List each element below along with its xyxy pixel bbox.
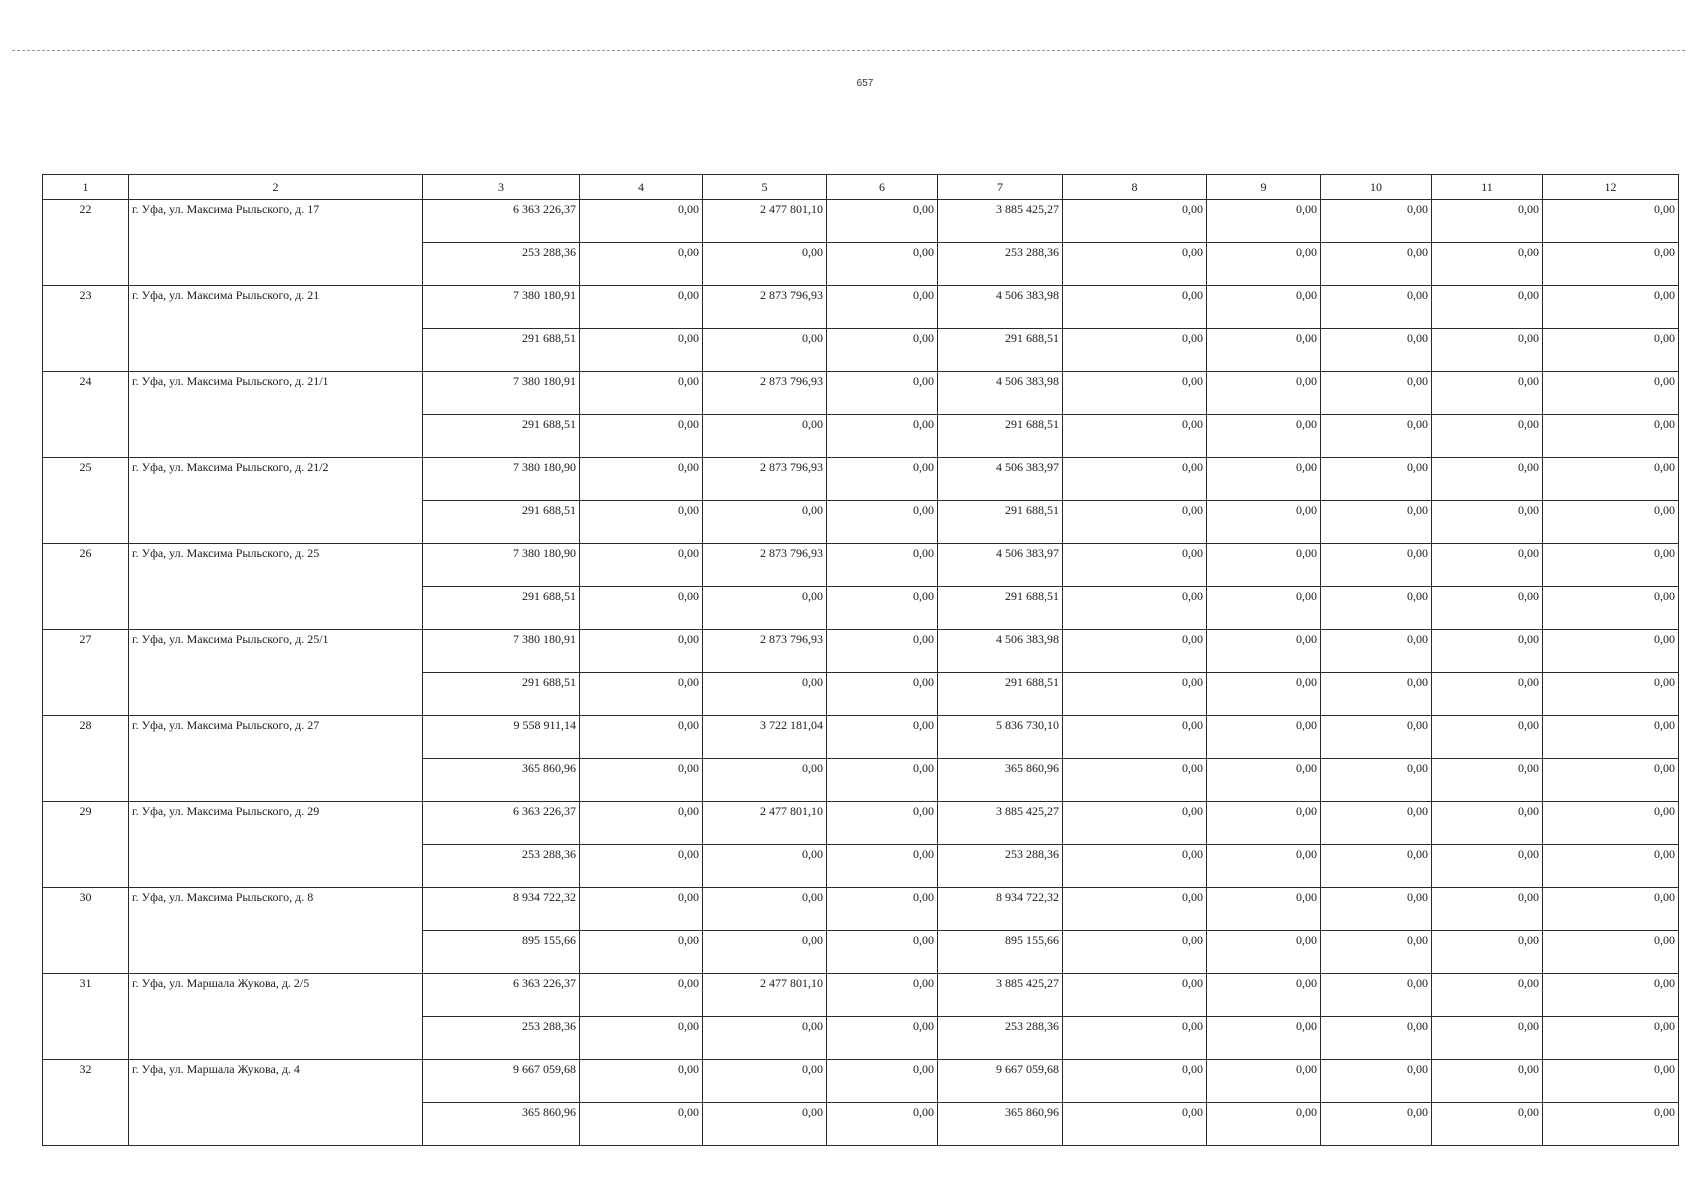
amount-cell-col-6: 0,00 <box>827 286 938 329</box>
column-number-5: 5 <box>703 175 827 200</box>
amount-cell-col-12: 0,00 <box>1543 372 1679 415</box>
amount-cell-col-11: 0,00 <box>1432 888 1543 931</box>
amount-cell-col-3: 365 860,96 <box>423 759 580 802</box>
amount-cell-col-5: 0,00 <box>703 888 827 931</box>
amount-cell-col-12: 0,00 <box>1543 974 1679 1017</box>
row-index-cell: 30 <box>43 888 129 974</box>
amount-cell-col-9: 0,00 <box>1207 1017 1321 1060</box>
column-number-11: 11 <box>1432 175 1543 200</box>
amount-cell-col-8: 0,00 <box>1063 1060 1207 1103</box>
amount-cell-col-10: 0,00 <box>1321 544 1432 587</box>
amount-cell-col-7: 291 688,51 <box>938 329 1063 372</box>
amount-cell-col-7: 8 934 722,32 <box>938 888 1063 931</box>
amount-cell-col-5: 0,00 <box>703 1103 827 1146</box>
amount-cell-col-7: 365 860,96 <box>938 1103 1063 1146</box>
row-index-cell: 29 <box>43 802 129 888</box>
amount-cell-col-7: 253 288,36 <box>938 845 1063 888</box>
table-row <box>43 458 1679 501</box>
amount-cell-col-3: 7 380 180,91 <box>423 630 580 673</box>
table-row <box>43 802 1679 845</box>
amount-cell-col-8: 0,00 <box>1063 243 1207 286</box>
amount-cell-col-9: 0,00 <box>1207 802 1321 845</box>
amount-cell-col-3: 291 688,51 <box>423 587 580 630</box>
amount-cell-col-10: 0,00 <box>1321 716 1432 759</box>
table-row <box>43 974 1679 1017</box>
amount-cell-col-6: 0,00 <box>827 802 938 845</box>
amount-cell-col-10: 0,00 <box>1321 630 1432 673</box>
amount-cell-col-11: 0,00 <box>1432 415 1543 458</box>
amount-cell-col-10: 0,00 <box>1321 415 1432 458</box>
amount-cell-col-8: 0,00 <box>1063 716 1207 759</box>
amount-cell-col-4: 0,00 <box>580 1017 703 1060</box>
amount-cell-col-4: 0,00 <box>580 544 703 587</box>
address-cell: г. Уфа, ул. Максима Рыльского, д. 25/1 <box>129 630 423 716</box>
amount-cell-col-7: 5 836 730,10 <box>938 716 1063 759</box>
address-cell: г. Уфа, ул. Максима Рыльского, д. 21/1 <box>129 372 423 458</box>
amount-cell-col-5: 0,00 <box>703 501 827 544</box>
amount-cell-col-9: 0,00 <box>1207 888 1321 931</box>
column-number-row <box>43 175 1679 200</box>
amount-cell-col-4: 0,00 <box>580 200 703 243</box>
amount-cell-col-12: 0,00 <box>1543 716 1679 759</box>
amount-cell-col-7: 4 506 383,98 <box>938 286 1063 329</box>
amount-cell-col-5: 2 873 796,93 <box>703 544 827 587</box>
amount-cell-col-10: 0,00 <box>1321 802 1432 845</box>
amount-cell-col-5: 0,00 <box>703 673 827 716</box>
amount-cell-col-12: 0,00 <box>1543 415 1679 458</box>
amount-cell-col-7: 3 885 425,27 <box>938 200 1063 243</box>
amount-cell-col-9: 0,00 <box>1207 587 1321 630</box>
amount-cell-col-4: 0,00 <box>580 630 703 673</box>
amount-cell-col-7: 895 155,66 <box>938 931 1063 974</box>
amount-cell-col-3: 7 380 180,90 <box>423 544 580 587</box>
amount-cell-col-7: 291 688,51 <box>938 415 1063 458</box>
amount-cell-col-9: 0,00 <box>1207 630 1321 673</box>
amount-cell-col-11: 0,00 <box>1432 329 1543 372</box>
amount-cell-col-6: 0,00 <box>827 329 938 372</box>
row-index-cell: 31 <box>43 974 129 1060</box>
amount-cell-col-9: 0,00 <box>1207 544 1321 587</box>
amount-cell-col-9: 0,00 <box>1207 759 1321 802</box>
amount-cell-col-7: 4 506 383,97 <box>938 458 1063 501</box>
amount-cell-col-5: 2 477 801,10 <box>703 802 827 845</box>
amount-cell-col-10: 0,00 <box>1321 286 1432 329</box>
amount-cell-col-6: 0,00 <box>827 458 938 501</box>
column-number-8: 8 <box>1063 175 1207 200</box>
row-index-cell: 27 <box>43 630 129 716</box>
amount-cell-col-10: 0,00 <box>1321 974 1432 1017</box>
amount-cell-col-4: 0,00 <box>580 501 703 544</box>
amount-cell-col-10: 0,00 <box>1321 1017 1432 1060</box>
amount-cell-col-9: 0,00 <box>1207 243 1321 286</box>
amount-cell-col-3: 6 363 226,37 <box>423 802 580 845</box>
row-index-cell: 28 <box>43 716 129 802</box>
amount-cell-col-5: 0,00 <box>703 329 827 372</box>
amount-cell-col-6: 0,00 <box>827 716 938 759</box>
amount-cell-col-11: 0,00 <box>1432 587 1543 630</box>
amount-cell-col-9: 0,00 <box>1207 1060 1321 1103</box>
column-number-4: 4 <box>580 175 703 200</box>
amount-cell-col-6: 0,00 <box>827 759 938 802</box>
amount-cell-col-11: 0,00 <box>1432 974 1543 1017</box>
amount-cell-col-4: 0,00 <box>580 587 703 630</box>
row-index-cell: 22 <box>43 200 129 286</box>
amount-cell-col-3: 253 288,36 <box>423 243 580 286</box>
amount-cell-col-5: 0,00 <box>703 1060 827 1103</box>
amount-cell-col-11: 0,00 <box>1432 931 1543 974</box>
registry-body <box>43 175 1679 1146</box>
address-cell: г. Уфа, ул. Максима Рыльского, д. 25 <box>129 544 423 630</box>
amount-cell-col-3: 365 860,96 <box>423 1103 580 1146</box>
amount-cell-col-7: 4 506 383,98 <box>938 372 1063 415</box>
amount-cell-col-6: 0,00 <box>827 243 938 286</box>
amount-cell-col-5: 0,00 <box>703 931 827 974</box>
amount-cell-col-11: 0,00 <box>1432 630 1543 673</box>
amount-cell-col-6: 0,00 <box>827 673 938 716</box>
amount-cell-col-4: 0,00 <box>580 1103 703 1146</box>
column-number-10: 10 <box>1321 175 1432 200</box>
amount-cell-col-7: 253 288,36 <box>938 243 1063 286</box>
amount-cell-col-4: 0,00 <box>580 329 703 372</box>
amount-cell-col-5: 2 873 796,93 <box>703 286 827 329</box>
amount-cell-col-7: 4 506 383,97 <box>938 544 1063 587</box>
amount-cell-col-8: 0,00 <box>1063 372 1207 415</box>
amount-cell-col-9: 0,00 <box>1207 372 1321 415</box>
table-row <box>43 716 1679 759</box>
amount-cell-col-10: 0,00 <box>1321 329 1432 372</box>
address-cell: г. Уфа, ул. Максима Рыльского, д. 27 <box>129 716 423 802</box>
amount-cell-col-7: 3 885 425,27 <box>938 974 1063 1017</box>
amount-cell-col-9: 0,00 <box>1207 716 1321 759</box>
amount-cell-col-7: 3 885 425,27 <box>938 802 1063 845</box>
amount-cell-col-12: 0,00 <box>1543 1103 1679 1146</box>
amount-cell-col-6: 0,00 <box>827 974 938 1017</box>
amount-cell-col-8: 0,00 <box>1063 458 1207 501</box>
amount-cell-col-4: 0,00 <box>580 286 703 329</box>
amount-cell-col-9: 0,00 <box>1207 286 1321 329</box>
amount-cell-col-7: 4 506 383,98 <box>938 630 1063 673</box>
amount-cell-col-5: 0,00 <box>703 759 827 802</box>
amount-cell-col-12: 0,00 <box>1543 802 1679 845</box>
amount-cell-col-7: 291 688,51 <box>938 501 1063 544</box>
amount-cell-col-4: 0,00 <box>580 845 703 888</box>
amount-cell-col-12: 0,00 <box>1543 200 1679 243</box>
amount-cell-col-6: 0,00 <box>827 544 938 587</box>
amount-cell-col-3: 6 363 226,37 <box>423 974 580 1017</box>
amount-cell-col-3: 9 667 059,68 <box>423 1060 580 1103</box>
amount-cell-col-10: 0,00 <box>1321 501 1432 544</box>
row-index-cell: 32 <box>43 1060 129 1146</box>
amount-cell-col-5: 0,00 <box>703 415 827 458</box>
amount-cell-col-3: 291 688,51 <box>423 329 580 372</box>
amount-cell-col-4: 0,00 <box>580 673 703 716</box>
amount-cell-col-9: 0,00 <box>1207 974 1321 1017</box>
registry-table <box>42 174 1679 1146</box>
amount-cell-col-8: 0,00 <box>1063 1103 1207 1146</box>
amount-cell-col-9: 0,00 <box>1207 501 1321 544</box>
row-index-cell: 23 <box>43 286 129 372</box>
amount-cell-col-10: 0,00 <box>1321 243 1432 286</box>
amount-cell-col-3: 8 934 722,32 <box>423 888 580 931</box>
amount-cell-col-11: 0,00 <box>1432 716 1543 759</box>
address-cell: г. Уфа, ул. Маршала Жукова, д. 2/5 <box>129 974 423 1060</box>
amount-cell-col-5: 0,00 <box>703 243 827 286</box>
table-row <box>43 286 1679 329</box>
amount-cell-col-3: 7 380 180,90 <box>423 458 580 501</box>
column-number-3: 3 <box>423 175 580 200</box>
amount-cell-col-5: 2 477 801,10 <box>703 200 827 243</box>
amount-cell-col-12: 0,00 <box>1543 759 1679 802</box>
amount-cell-col-4: 0,00 <box>580 802 703 845</box>
amount-cell-col-4: 0,00 <box>580 243 703 286</box>
amount-cell-col-6: 0,00 <box>827 372 938 415</box>
amount-cell-col-9: 0,00 <box>1207 200 1321 243</box>
amount-cell-col-7: 291 688,51 <box>938 673 1063 716</box>
amount-cell-col-12: 0,00 <box>1543 630 1679 673</box>
amount-cell-col-10: 0,00 <box>1321 587 1432 630</box>
amount-cell-col-11: 0,00 <box>1432 845 1543 888</box>
amount-cell-col-3: 7 380 180,91 <box>423 286 580 329</box>
amount-cell-col-4: 0,00 <box>580 716 703 759</box>
amount-cell-col-10: 0,00 <box>1321 372 1432 415</box>
address-cell: г. Уфа, ул. Максима Рыльского, д. 21 <box>129 286 423 372</box>
amount-cell-col-11: 0,00 <box>1432 286 1543 329</box>
amount-cell-col-6: 0,00 <box>827 1017 938 1060</box>
amount-cell-col-3: 291 688,51 <box>423 415 580 458</box>
amount-cell-col-8: 0,00 <box>1063 286 1207 329</box>
row-index-cell: 26 <box>43 544 129 630</box>
amount-cell-col-4: 0,00 <box>580 1060 703 1103</box>
amount-cell-col-5: 2 477 801,10 <box>703 974 827 1017</box>
column-number-7: 7 <box>938 175 1063 200</box>
amount-cell-col-11: 0,00 <box>1432 200 1543 243</box>
column-number-9: 9 <box>1207 175 1321 200</box>
address-cell: г. Уфа, ул. Максима Рыльского, д. 8 <box>129 888 423 974</box>
amount-cell-col-7: 9 667 059,68 <box>938 1060 1063 1103</box>
amount-cell-col-12: 0,00 <box>1543 931 1679 974</box>
amount-cell-col-6: 0,00 <box>827 630 938 673</box>
amount-cell-col-7: 291 688,51 <box>938 587 1063 630</box>
amount-cell-col-4: 0,00 <box>580 974 703 1017</box>
amount-cell-col-7: 365 860,96 <box>938 759 1063 802</box>
table-row <box>43 372 1679 415</box>
amount-cell-col-6: 0,00 <box>827 845 938 888</box>
amount-cell-col-8: 0,00 <box>1063 329 1207 372</box>
amount-cell-col-9: 0,00 <box>1207 845 1321 888</box>
table-row <box>43 1060 1679 1103</box>
amount-cell-col-12: 0,00 <box>1543 1017 1679 1060</box>
amount-cell-col-8: 0,00 <box>1063 415 1207 458</box>
amount-cell-col-12: 0,00 <box>1543 243 1679 286</box>
column-number-1: 1 <box>43 175 129 200</box>
amount-cell-col-9: 0,00 <box>1207 1103 1321 1146</box>
amount-cell-col-6: 0,00 <box>827 501 938 544</box>
amount-cell-col-9: 0,00 <box>1207 931 1321 974</box>
amount-cell-col-3: 9 558 911,14 <box>423 716 580 759</box>
amount-cell-col-8: 0,00 <box>1063 802 1207 845</box>
amount-cell-col-5: 0,00 <box>703 845 827 888</box>
page-number: 657 <box>856 78 874 89</box>
amount-cell-col-3: 291 688,51 <box>423 673 580 716</box>
amount-cell-col-6: 0,00 <box>827 1060 938 1103</box>
amount-cell-col-4: 0,00 <box>580 888 703 931</box>
amount-cell-col-3: 6 363 226,37 <box>423 200 580 243</box>
amount-cell-col-12: 0,00 <box>1543 1060 1679 1103</box>
amount-cell-col-5: 2 873 796,93 <box>703 458 827 501</box>
amount-cell-col-10: 0,00 <box>1321 458 1432 501</box>
amount-cell-col-8: 0,00 <box>1063 200 1207 243</box>
row-index-cell: 24 <box>43 372 129 458</box>
amount-cell-col-12: 0,00 <box>1543 501 1679 544</box>
amount-cell-col-11: 0,00 <box>1432 759 1543 802</box>
amount-cell-col-6: 0,00 <box>827 931 938 974</box>
amount-cell-col-8: 0,00 <box>1063 845 1207 888</box>
amount-cell-col-3: 253 288,36 <box>423 1017 580 1060</box>
amount-cell-col-11: 0,00 <box>1432 243 1543 286</box>
address-cell: г. Уфа, ул. Маршала Жукова, д. 4 <box>129 1060 423 1146</box>
column-number-6: 6 <box>827 175 938 200</box>
amount-cell-col-12: 0,00 <box>1543 329 1679 372</box>
amount-cell-col-8: 0,00 <box>1063 931 1207 974</box>
amount-cell-col-5: 3 722 181,04 <box>703 716 827 759</box>
amount-cell-col-10: 0,00 <box>1321 759 1432 802</box>
amount-cell-col-8: 0,00 <box>1063 1017 1207 1060</box>
amount-cell-col-11: 0,00 <box>1432 372 1543 415</box>
amount-cell-col-3: 291 688,51 <box>423 501 580 544</box>
amount-cell-col-11: 0,00 <box>1432 458 1543 501</box>
amount-cell-col-8: 0,00 <box>1063 630 1207 673</box>
amount-cell-col-5: 0,00 <box>703 587 827 630</box>
amount-cell-col-12: 0,00 <box>1543 587 1679 630</box>
amount-cell-col-10: 0,00 <box>1321 1060 1432 1103</box>
amount-cell-col-3: 253 288,36 <box>423 845 580 888</box>
amount-cell-col-12: 0,00 <box>1543 845 1679 888</box>
address-cell: г. Уфа, ул. Максима Рыльского, д. 29 <box>129 802 423 888</box>
table-row <box>43 200 1679 243</box>
amount-cell-col-8: 0,00 <box>1063 759 1207 802</box>
amount-cell-col-8: 0,00 <box>1063 544 1207 587</box>
amount-cell-col-10: 0,00 <box>1321 673 1432 716</box>
amount-cell-col-4: 0,00 <box>580 458 703 501</box>
amount-cell-col-10: 0,00 <box>1321 888 1432 931</box>
amount-cell-col-8: 0,00 <box>1063 587 1207 630</box>
amount-cell-col-8: 0,00 <box>1063 673 1207 716</box>
amount-cell-col-6: 0,00 <box>827 888 938 931</box>
amount-cell-col-8: 0,00 <box>1063 888 1207 931</box>
amount-cell-col-11: 0,00 <box>1432 673 1543 716</box>
amount-cell-col-11: 0,00 <box>1432 544 1543 587</box>
amount-cell-col-11: 0,00 <box>1432 1060 1543 1103</box>
column-number-12: 12 <box>1543 175 1679 200</box>
amount-cell-col-6: 0,00 <box>827 587 938 630</box>
amount-cell-col-5: 2 873 796,93 <box>703 630 827 673</box>
amount-cell-col-9: 0,00 <box>1207 329 1321 372</box>
table-row <box>43 544 1679 587</box>
amount-cell-col-10: 0,00 <box>1321 200 1432 243</box>
amount-cell-col-3: 895 155,66 <box>423 931 580 974</box>
table-row <box>43 630 1679 673</box>
amount-cell-col-12: 0,00 <box>1543 888 1679 931</box>
amount-cell-col-11: 0,00 <box>1432 802 1543 845</box>
scan-top-rule <box>12 50 1685 51</box>
table-row <box>43 888 1679 931</box>
amount-cell-col-4: 0,00 <box>580 759 703 802</box>
address-cell: г. Уфа, ул. Максима Рыльского, д. 21/2 <box>129 458 423 544</box>
column-number-2: 2 <box>129 175 423 200</box>
row-index-cell: 25 <box>43 458 129 544</box>
amount-cell-col-9: 0,00 <box>1207 415 1321 458</box>
amount-cell-col-11: 0,00 <box>1432 1103 1543 1146</box>
amount-cell-col-7: 253 288,36 <box>938 1017 1063 1060</box>
amount-cell-col-11: 0,00 <box>1432 1017 1543 1060</box>
amount-cell-col-12: 0,00 <box>1543 286 1679 329</box>
amount-cell-col-9: 0,00 <box>1207 673 1321 716</box>
amount-cell-col-3: 7 380 180,91 <box>423 372 580 415</box>
amount-cell-col-12: 0,00 <box>1543 544 1679 587</box>
amount-cell-col-4: 0,00 <box>580 931 703 974</box>
amount-cell-col-11: 0,00 <box>1432 501 1543 544</box>
amount-cell-col-6: 0,00 <box>827 200 938 243</box>
amount-cell-col-9: 0,00 <box>1207 458 1321 501</box>
amount-cell-col-5: 2 873 796,93 <box>703 372 827 415</box>
amount-cell-col-10: 0,00 <box>1321 1103 1432 1146</box>
amount-cell-col-8: 0,00 <box>1063 974 1207 1017</box>
amount-cell-col-4: 0,00 <box>580 372 703 415</box>
address-cell: г. Уфа, ул. Максима Рыльского, д. 17 <box>129 200 423 286</box>
amount-cell-col-8: 0,00 <box>1063 501 1207 544</box>
amount-cell-col-12: 0,00 <box>1543 458 1679 501</box>
amount-cell-col-5: 0,00 <box>703 1017 827 1060</box>
amount-cell-col-6: 0,00 <box>827 1103 938 1146</box>
amount-cell-col-10: 0,00 <box>1321 845 1432 888</box>
amount-cell-col-12: 0,00 <box>1543 673 1679 716</box>
amount-cell-col-10: 0,00 <box>1321 931 1432 974</box>
amount-cell-col-6: 0,00 <box>827 415 938 458</box>
amount-cell-col-4: 0,00 <box>580 415 703 458</box>
